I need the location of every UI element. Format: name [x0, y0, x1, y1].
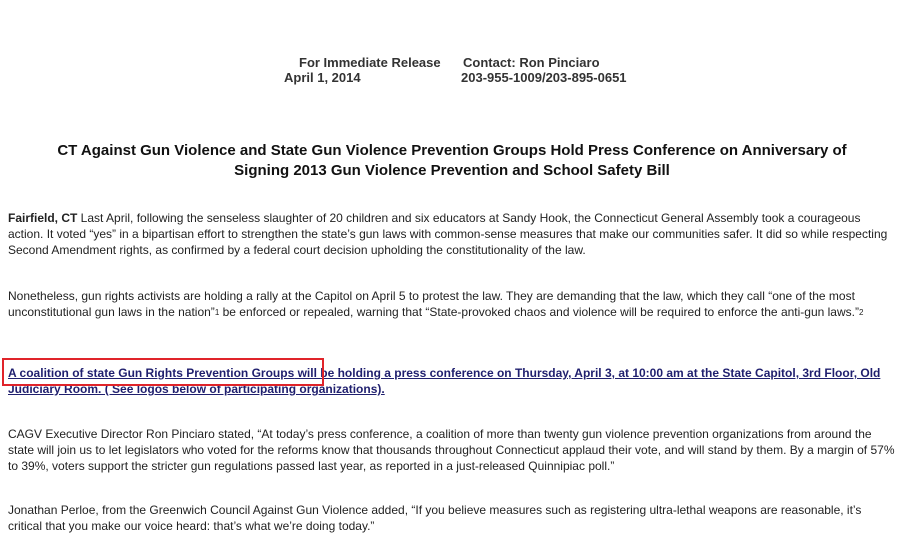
- footnote-1[interactable]: 1: [214, 308, 220, 317]
- paragraph-fairfield-text: Last April, following the senseless slaughter of 20 children and six educators at Sandy Hook, the Connecticut General Assembly took a courageous action. It voted “yes” in a bipartisan effort to strengthen the state’s gun laws with common-sense measures that make our communities safer. It did so while respecting Second Amendment rights, as confirmed by a federal court decision upholding the constitutionality of the law.: [8, 211, 888, 257]
- paragraph-fairfield: [8, 210, 898, 258]
- coalition-announcement-text[interactable]: will be holding a press conference on Thursday, April 3, at 10:00 am at the State Capitol, 3rd Floor, Old Judiciary Room. ( See logos below of participating organizations).: [8, 366, 881, 396]
- footnote-2[interactable]: 2: [858, 308, 864, 317]
- release-date: April 1, 2014: [284, 70, 361, 85]
- press-release-title: [0, 141, 904, 181]
- paragraph-nonetheless: [8, 288, 898, 321]
- contact-phone: 203-955-1009/203-895-0651: [461, 70, 627, 85]
- title-line-2: Signing 2013 Gun Violence Prevention and School Safety Bill: [234, 162, 670, 179]
- paragraph-cagv: CAGV Executive Director Ron Pinciaro stated, “At today’s press conference, a coalition of more than twenty gun violence prevention organizations from around the state will join us to let legislators who voted for the reforms know that thousands throughout Connecticut applaud their vote, and will stand by them. By a margin of 57% to 39%, voters support the stricter gun regulations passed last year, as reported in a just-released Quinnipiac poll.”: [8, 427, 895, 473]
- paragraph-nonetheless-text-a: Nonetheless, gun rights activists are holding a rally at the Capitol on April 5 to protest the law. They are demanding that the law, which they call “one of the most unconstitutional gun laws in the nation”: [8, 289, 855, 319]
- dateline: Fairfield, CT: [8, 211, 78, 225]
- paragraph-perloe: Jonathan Perloe, from the Greenwich Council Against Gun Violence added, “If you believe measures such as registering ultra-lethal weapons are reasonable, it’s critical that you make our voice heard: that’s what we’re doing today.”: [8, 503, 862, 533]
- coalition-link[interactable]: A coalition of state Gun Rights Prevention Groups: [8, 366, 295, 380]
- paragraph-coalition: [8, 365, 898, 397]
- paragraph-nonetheless-text-b: be enforced or repealed, warning that “State-provoked chaos and violence will be required to enforce the anti-gun laws.”: [219, 305, 859, 319]
- title-line-1: CT Against Gun Violence and State Gun Violence Prevention Groups Hold Press Conference on Anniversary of: [57, 142, 847, 159]
- release-label: For Immediate Release: [299, 55, 441, 70]
- contact-label: Contact: Ron Pinciaro: [463, 55, 600, 70]
